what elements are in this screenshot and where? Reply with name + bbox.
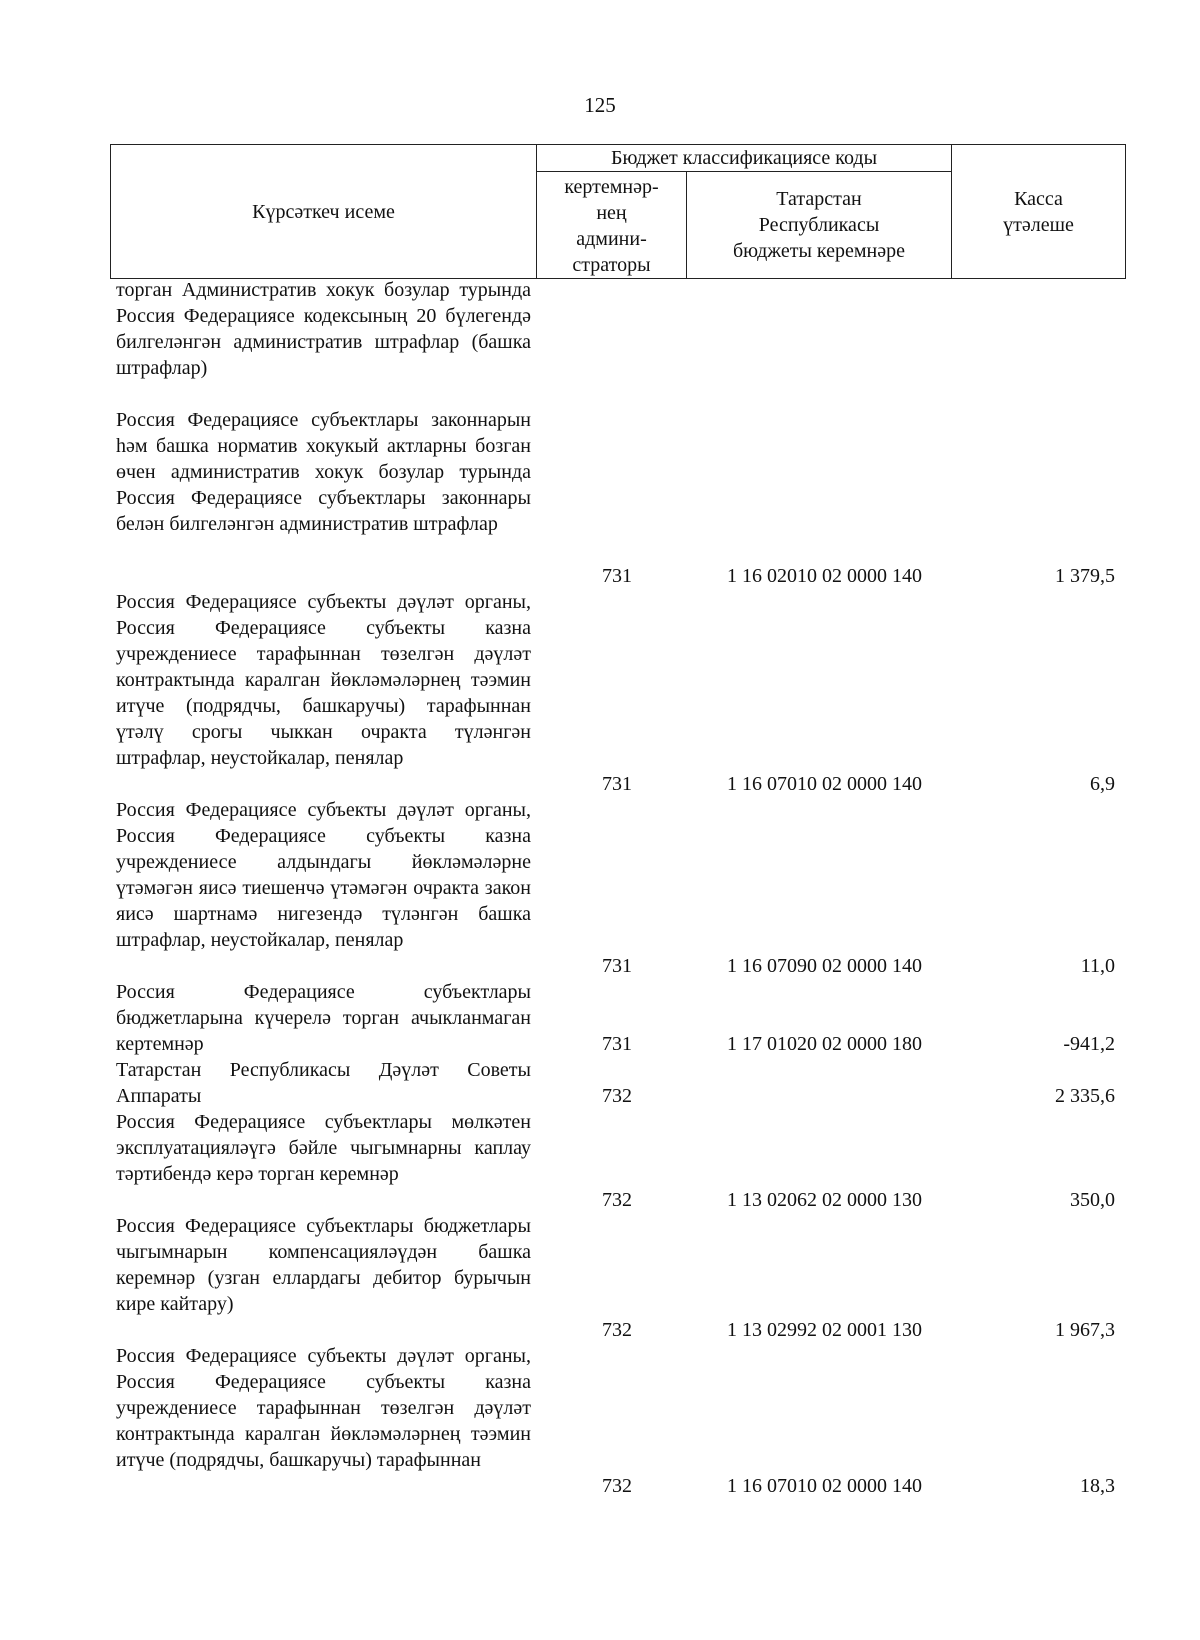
- row-amount: 1 379,5: [1055, 565, 1115, 587]
- header-tatarstan-revenues: Татарстан Республикасы бюджеты керемнәре: [687, 172, 952, 279]
- row-admin-code: 732: [602, 1085, 632, 1107]
- header-indicator-name: Күрсәткеч исеме: [111, 145, 537, 279]
- row-amount: 350,0: [1070, 1189, 1115, 1211]
- row-budget-code: 1 16 02010 02 0000 140: [727, 565, 922, 587]
- row-amount: 11,0: [1080, 955, 1115, 977]
- header-cash-execution: Касса үтәлеше: [952, 145, 1126, 279]
- table-row: [0, 589, 1200, 797]
- row-description: Россия Федерациясе субъекты дәүләт органы, Россия Федерациясе субъекты казна учреждениесе тарафыннан төзелгән дәүләт контрактында каралган йөкләмәләрнең тәэмин итүче (подрядчы, башкаручы) тарафыннан: [116, 1345, 531, 1471]
- table-row: [0, 1109, 1200, 1213]
- row-admin-code: 732: [602, 1319, 632, 1341]
- table-row: [0, 979, 1200, 1057]
- table-row: [0, 407, 1200, 589]
- page-number: 125: [584, 93, 616, 117]
- row-amount: 2 335,6: [1055, 1085, 1115, 1107]
- table-row: [0, 797, 1200, 979]
- row-amount: 18,3: [1080, 1475, 1115, 1497]
- table-row: [0, 1213, 1200, 1343]
- table-row: [0, 1343, 1200, 1499]
- row-description: торган Административ хокук бозулар турында Россия Федерациясе кодексының 20 бүлегендә билгеләнгән административ штрафлар (башка штрафлар): [116, 279, 531, 379]
- table-row: [0, 1057, 1200, 1109]
- row-description: Россия Федерациясе субъекты дәүләт органы, Россия Федерациясе субъекты казна учреждениесе тарафыннан төзелгән дәүләт контрактында каралган йөкләмәләрнең тәэмин итүче (подрядчы, башкаручы) тарафыннан үтәлү срогы чыккан очракта түләнгән штрафлар, неустойкалар, пенялар: [116, 591, 531, 769]
- row-budget-code: 1 16 07010 02 0000 140: [727, 773, 922, 795]
- row-budget-code: 1 16 07010 02 0000 140: [727, 1475, 922, 1497]
- header-budget-class-codes: Бюджет классификациясе коды: [537, 145, 952, 172]
- row-description: Россия Федерациясе субъекты дәүләт органы, Россия Федерациясе субъекты казна учреждениесе алдындагы йөкләмәләрне үтәмәгән яисә тиешенчә үтәмәгән очракта закон яисә шартнамә нигезендә түләнгән башка штрафлар, неустойкалар, пенялар: [116, 799, 531, 951]
- row-admin-code: 731: [602, 955, 632, 977]
- row-admin-code: 731: [602, 1033, 632, 1055]
- row-admin-code: 731: [602, 773, 632, 795]
- header-administrator: кертемнәр- нең админи- страторы: [537, 172, 687, 279]
- table-row: [0, 277, 1200, 407]
- row-budget-code: 1 13 02992 02 0001 130: [727, 1319, 922, 1341]
- row-admin-code: 732: [602, 1475, 632, 1497]
- row-description: Россия Федерациясе субъектлары законнарын һәм башка норматив хокукый актларны бозган өчен административ хокук бозулар турында Россия Федерациясе субъектлары законнары белән билгеләнгән административ штрафлар: [116, 409, 531, 535]
- row-amount: 1 967,3: [1055, 1319, 1115, 1341]
- row-budget-code: 1 13 02062 02 0000 130: [727, 1189, 922, 1211]
- row-admin-code: 732: [602, 1189, 632, 1211]
- row-admin-code: 731: [602, 565, 632, 587]
- row-description: Россия Федерациясе субъектлары бюджетларына күчерелә торган ачыкланмаган кертемнәр: [116, 981, 531, 1055]
- row-amount: 6,9: [1090, 773, 1115, 795]
- row-amount: -941,2: [1063, 1033, 1115, 1055]
- row-budget-code: 1 17 01020 02 0000 180: [727, 1033, 922, 1055]
- row-description: Россия Федерациясе субъектлары бюджетлары чыгымнарын компенсацияләүдән башка керемнәр (узган еллардагы дебитор бурычын кире кайтару): [116, 1215, 531, 1315]
- row-description: Татарстан Республикасы Дәүләт Советы Аппараты: [116, 1059, 531, 1107]
- table-header: [110, 144, 1126, 279]
- row-description: Россия Федерациясе субъектлары мөлкәтен эксплуатацияләүгә бәйле чыгымнарны каплау тәртибендә керә торган керемнәр: [116, 1111, 531, 1185]
- row-budget-code: 1 16 07090 02 0000 140: [727, 955, 922, 977]
